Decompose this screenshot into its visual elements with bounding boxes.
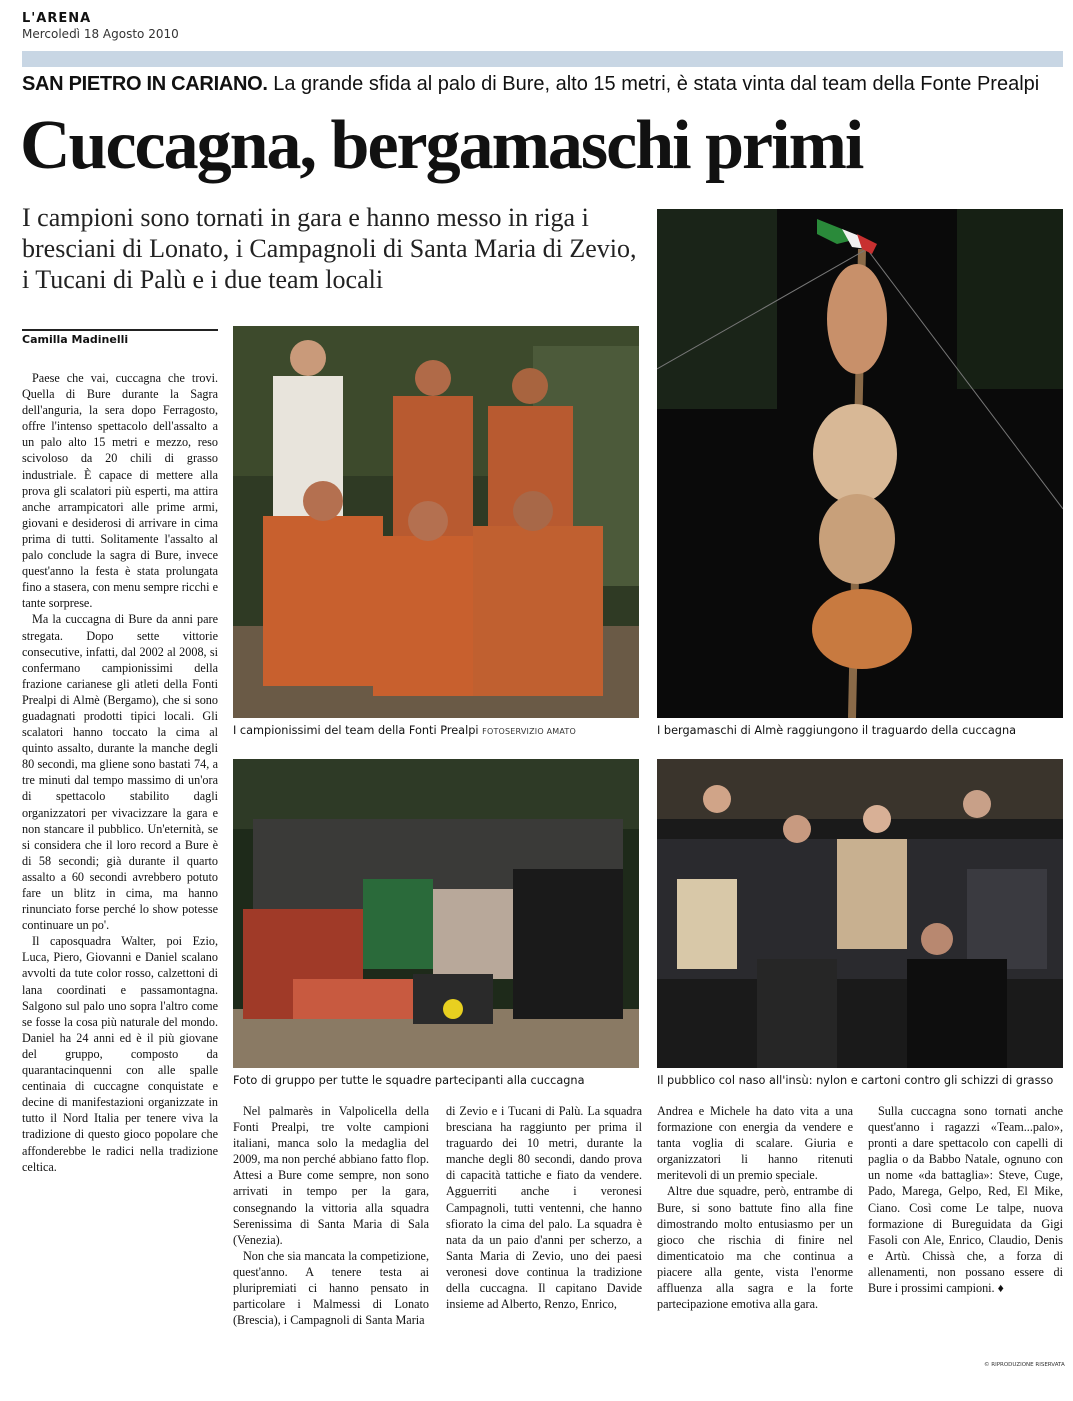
masthead <box>22 12 179 42</box>
issue-date: Mercoledì 18 Agosto 2010 <box>22 27 179 41</box>
kicker-place: SAN PIETRO IN CARIANO. <box>22 73 268 95</box>
header-rule-bar <box>22 51 1063 67</box>
article-column-4 <box>657 1103 853 1312</box>
caption-text: I campionissimi del team della Fonti Prealpi <box>233 724 479 737</box>
photo-team-fonti-prealpi <box>233 326 639 718</box>
photo-group-teams <box>233 759 639 1068</box>
caption-photo-4: Il pubblico col naso all'insù: nylon e cartoni contro gli schizzi di grasso <box>657 1074 1054 1087</box>
photo-credit: FOTOSERVIZIO AMATO <box>482 727 576 736</box>
paragraph: Altre due squadre, però, entrambe di Bure, si sono battute fino alla fine dimostrando molto entusiasmo per un gioco che rischia di finire nel dimenticatoio ma che continua a piacere alla gente, vista l'enorme affluenza alla sagra e la forte partecipazione emotiva alla gara. <box>657 1184 853 1312</box>
caption-photo-2: I bergamaschi di Almè raggiungono il traguardo della cuccagna <box>657 724 1017 737</box>
paragraph: Non che sia mancata la competizione, quest'anno. A tenere testa ai pluripremiati ci hanno pensato in particolare i Malmessi di Lonato (Brescia), i Campagnoli di Santa Maria <box>233 1248 429 1328</box>
headline: Cuccagna, bergamaschi primi <box>20 107 863 184</box>
copyright-notice: © RIPRODUZIONE RISERVATA <box>984 1362 1065 1368</box>
newspaper-name: L'ARENA <box>22 11 92 26</box>
paragraph: Nel palmarès in Valpolicella della Fonti Prealpi, tre volte campioni italiani, manca solo la medaglia del 2009, ma non perché abbiano fatto flop. Attesi a Bure come sempre, non sono arrivati in tempo per la gara, consegnando la vittoria alla squadra Serenissima di Santa Maria di Sala (Venezia). <box>233 1104 429 1247</box>
paragraph: di Zevio e i Tucani di Palù. La squadra bresciana ha raggiunto per prima il traguardo dei 10 metri, durante la manche degli 80 secondi, dando prova di capacità tattiche e fiato da vendere. Agguerriti anche i veronesi Campagnoli, tutti ventenni, che hanno sfiorato la cima del palo. La squadra è nata da un paio d'anni per scherzo, a Santa Maria di Zevio, uno dei paesi veronesi dove continua la tradizione della cuccagna. Il capitano Davide insieme ad Alberto, Renzo, Enrico, <box>446 1104 642 1312</box>
caption-photo-3: Foto di gruppo per tutte le squadre partecipanti alla cuccagna <box>233 1074 585 1087</box>
caption-photo-1 <box>233 724 576 737</box>
summary: I campioni sono tornati in gara e hanno messo in riga i bresciani di Lonato, i Campagnoli di Santa Maria di Zevio, i Tucani di Palù e i due team locali <box>22 203 637 294</box>
photo-crowd <box>657 759 1063 1068</box>
article-column-2 <box>233 1103 429 1328</box>
paragraph: Il caposquadra Walter, poi Ezio, Luca, Piero, Giovanni e Daniel scalano avvolti da tute color rosso, calzettoni di lana coordinati e passamontagna. Salgono sul palo uno sopra l'altro come se fosse la cosa più naturale del mondo. Daniel ha 24 anni ed è il più giovane del gruppo, composto da quarantacinquenni con alle spalle centinaia di cuccagne conquistate e decine di manifestazioni organizzate in tutto il Nord Italia per tenere viva la tradizione di questo gioco popolare che affonderebbe le radici nella tradizione celtica. <box>22 934 218 1174</box>
kicker-text: La grande sfida al palo di Bure, alto 15 metri, è stata vinta dal team della Fonte Prealpi <box>273 73 1040 95</box>
article-column-3 <box>446 1103 642 1312</box>
byline: Camilla Madinelli <box>22 329 218 346</box>
paragraph: Ma la cuccagna di Bure da anni pare stregata. Dopo sette vittorie consecutive, infatti, dal 2002 al 2008, si confermano campionissimi della frazione carianese gli atleti della Fonti Prealpi di Almè (Bergamo), che si sono guadagnati prodotti tipici locali. Gli scalatori hanno toccato la cima al quinto assalto, durante la manche degli 80 secondi, ma gliene sono bastati 74, a tre minuti dal tempo massimo di un'ora di spettacolo stabilito dagli organizzatori per vivacizzare la gara e non stancare il pubblico. Un'eternità, se si considera che il loro record a Bure è di 58 secondi; già durante il quarto assalto a 60 secondi avrebbero potuto fare un blitz in cima, ma hanno rinunciato forse perché lo show potesse continuare un po'. <box>22 612 218 933</box>
paragraph: Andrea e Michele ha dato vita a una formazione con energia da vendere e tanta voglia di scalare. Giuria e organizzatori li hanno ritenuti meritevoli di un premio speciale. <box>657 1104 853 1183</box>
kicker <box>22 73 1063 96</box>
photo-pole-climb <box>657 209 1063 718</box>
paragraph: Paese che vai, cuccagna che trovi. Quella di Bure durante la Sagra dell'anguria, la sera dopo Ferragosto, offre l'intenso spettacolo dell'assalto a un palo alto 15 metri e mezzo, reso scivoloso da 20 chili di grasso industriale. È capace di mettere alla prova gli scalatori più esperti, ma attira anche arrampicatori alle prime armi, giovani e desiderosi di arrivare in cima prima di tutti. Solitamente l'assalto al palo conclude la sagra di Bure, invece quest'anno la festa è stata prolungata fino a stasera, con menu sempre ricchi e tante sorprese. <box>22 371 218 611</box>
article-column-1 <box>22 370 218 1175</box>
article-column-5 <box>868 1103 1063 1296</box>
paragraph: Sulla cuccagna sono tornati anche quest'anno i ragazzi «Team...palo», pronti a dare spettacolo con capelli di paglia o da Babbo Natale, ognuno con un nome «da battaglia»: Steve, Cuge, Pado, Marega, Gelpo, Red, El Mike, Ciano. Così come Le talpe, nuova formazione di Bureguidata da Gigi Fasoli con Ale, Enrico, Claudio, Denis e Artù. Chissà che, a forza di allenamenti, non possano essere di Bure i prossimi campioni. ♦ <box>868 1104 1063 1296</box>
